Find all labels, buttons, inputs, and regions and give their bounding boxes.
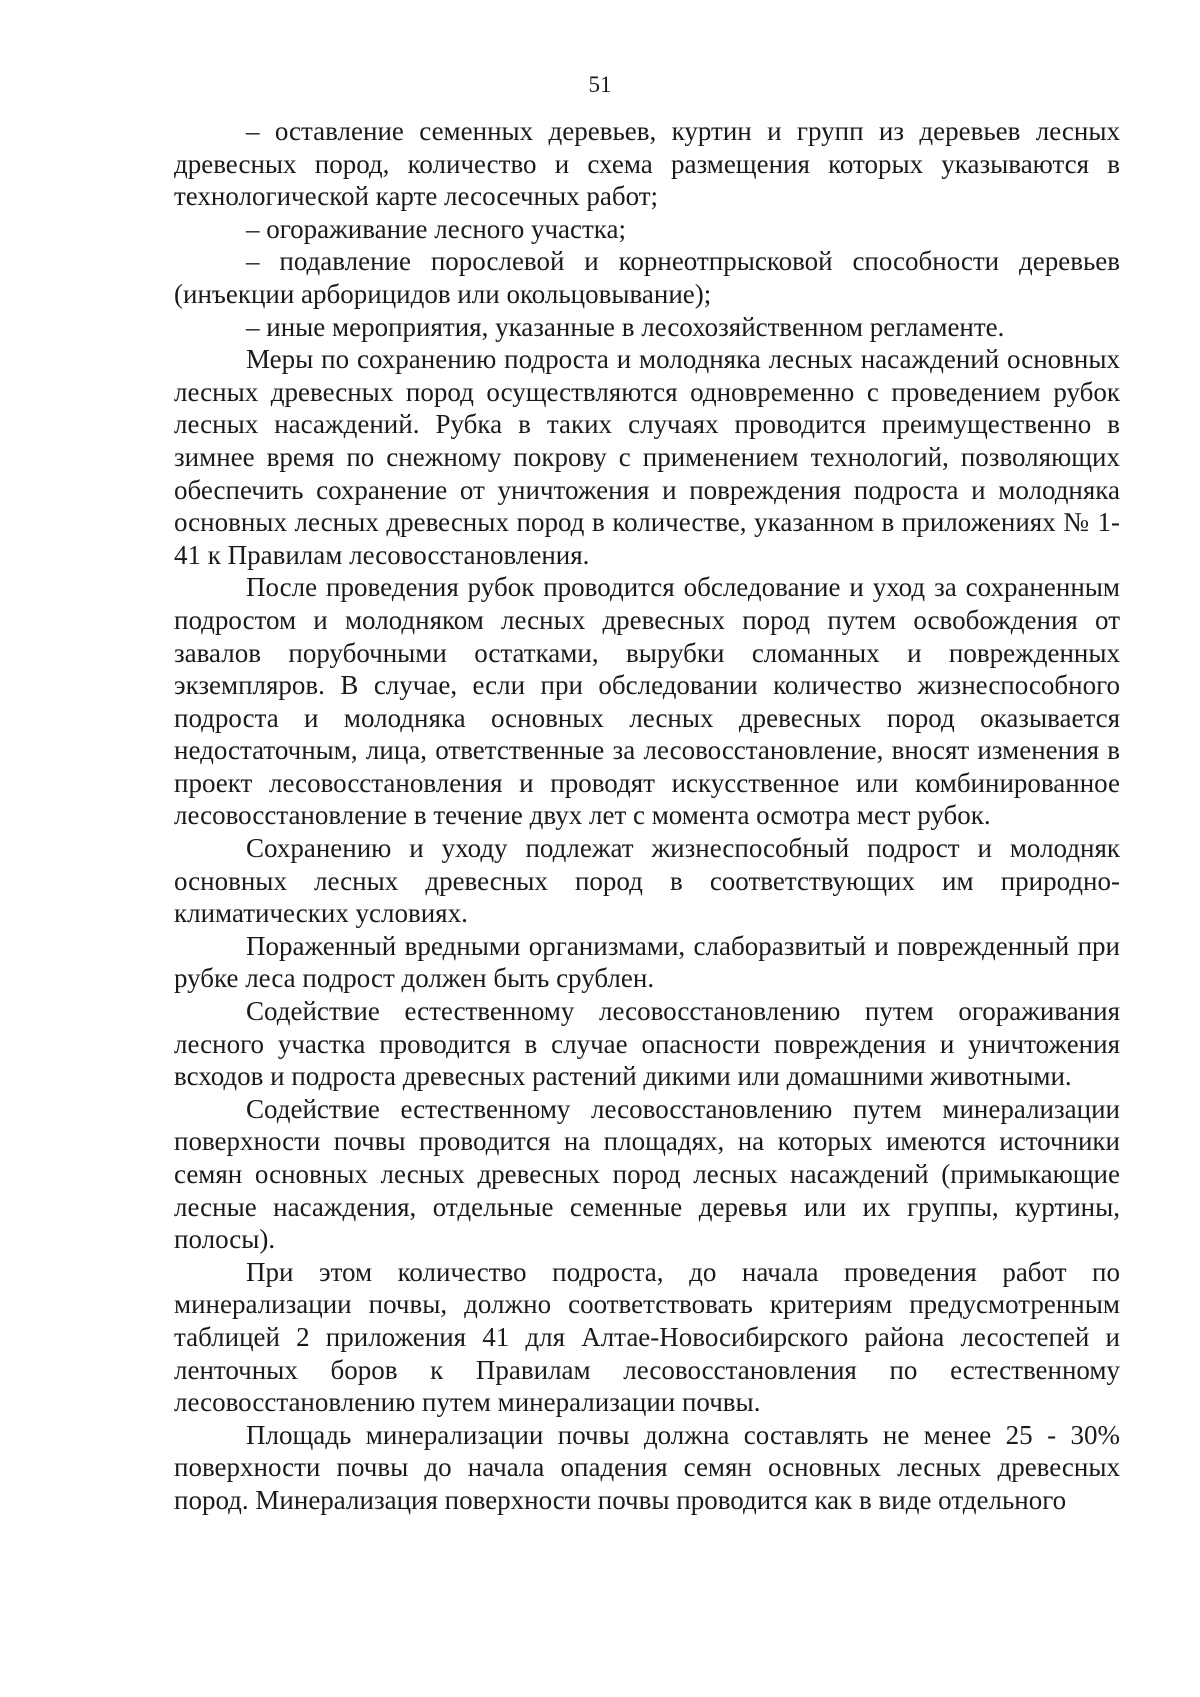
paragraph-mineralization-area: Площадь минерализации почвы должна составлять не менее 25 - 30% поверхности почвы до начала опадения семян основных лесных древесных пород. Минерализация поверхности почвы проводится как в виде отдельного	[174, 1419, 1120, 1515]
paragraph-seed-trees: – оставление семенных деревьев, куртин и групп из деревьев лесных древесных пород, количество и схема размещения которых указываются в технологической карте лесосечных работ;	[174, 116, 1120, 212]
paragraph-mineralization-assistance: Содействие естественному лесовосстановлению путем минерализации поверхности почвы проводится на площадях, на которых имеются источники семян основных лесных древесных пород лесных насаждений (примыкающие лесные насаждения, отдельные семенные деревья или их группы, куртины, полосы).	[174, 1093, 1120, 1255]
page-number: 51	[588, 72, 612, 97]
paragraph-fencing: – огораживание лесного участка;	[246, 213, 627, 244]
paragraph-damaged-undergrowth: Пораженный вредными организмами, слаборазвитый и поврежденный при рубке леса подрост должен быть срублен.	[174, 930, 1120, 994]
paragraph-care-subject: Сохранению и уходу подлежат жизнеспособный подрост и молодняк основных лесных древесных пород в соответствующих им природно-климатических условиях.	[174, 833, 1120, 929]
page-body	[174, 115, 1120, 1517]
paragraph-undergrowth-criteria: При этом количество подроста, до начала проведения работ по минерализации почвы, должно соответствовать критериям предусмотренным таблицей 2 приложения 41 для Алтае-Новосибирского района лесостепей и ленточных боров к Правилам лесовосстановления по естественному лесовосстановлению путем минерализации почвы.	[174, 1256, 1120, 1418]
paragraph-suppression: – подавление порослевой и корнеотпрысковой способности деревьев (инъекции арборицидов или окольцовывание);	[174, 246, 1120, 309]
paragraph-other-measures: – иные мероприятия, указанные в лесохозяйственном регламенте.	[246, 311, 1005, 342]
paragraph-preservation-measures: Меры по сохранению подроста и молодняка лесных насаждений основных лесных древесных пород осуществляются одновременно с проведением рубок лесных насаждений. Рубка в таких случаях проводится преимущественно в зимнее время по снежному покрову с применением технологий, позволяющих обеспечить сохранение от уничтожения и повреждения подроста и молодняка основных лесных древесных пород в количестве, указанном в приложениях № 1-41 к Правилам лесовосстановления.	[174, 344, 1120, 570]
paragraph-fencing-assistance: Содействие естественному лесовосстановлению путем огораживания лесного участка проводится в случае опасности повреждения и уничтожения всходов и подроста древесных растений дикими или домашними животными.	[174, 996, 1120, 1092]
paragraph-after-felling: После проведения рубок проводится обследование и уход за сохраненным подростом и молодняком лесных древесных пород путем освобождения от завалов порубочными остатками, вырубки сломанных и поврежденных экземпляров. В случае, если при обследовании количество жизнеспособного подроста и молодняка основных лесных древесных пород оказывается недостаточным, лица, ответственные за лесовосстановление, вносят изменения в проект лесовосстановления и проводят искусственное или комбинированное лесовосстановление в течение двух лет с момента осмотра мест рубок.	[174, 572, 1120, 831]
